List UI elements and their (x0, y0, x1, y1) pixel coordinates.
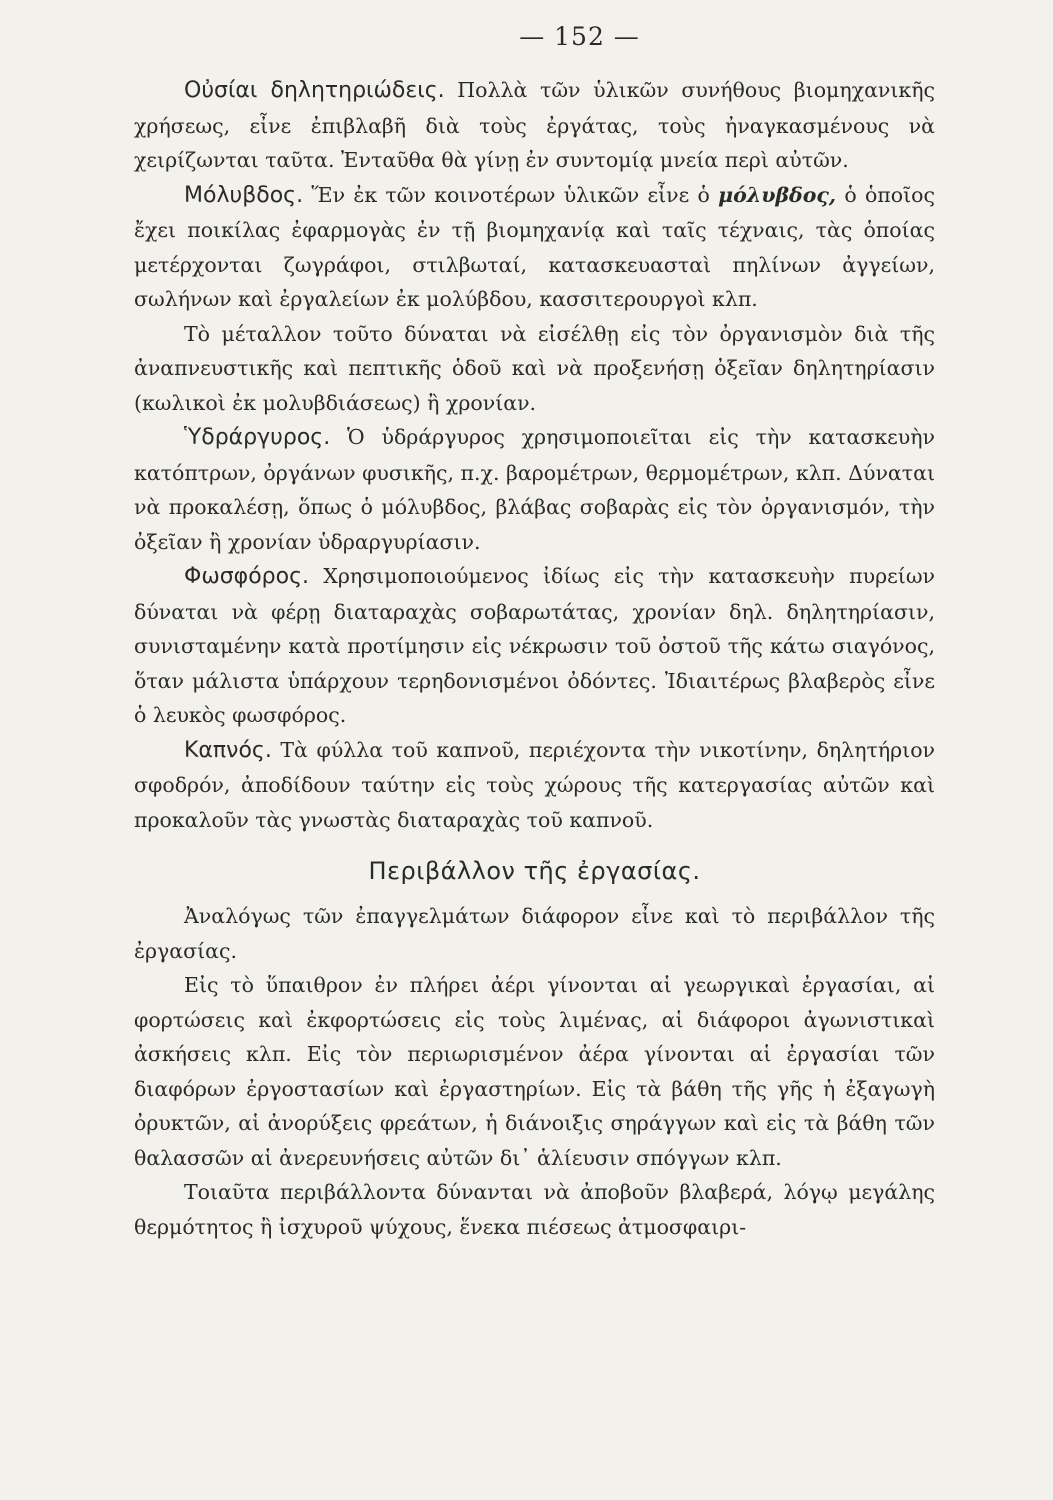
paragraph-environment-harm: Τοιαῦτα περιβάλλοντα δύνανται νὰ ἀποβοῦν βλαβερά, λόγῳ μεγάλης θερμότητος ἢ ἰσχυροῦ ψύχους, ἕνεκα πιέσεως ἀτμοσφαιρι- (134, 1180, 935, 1239)
heading-tobacco: Καπνός. (184, 737, 272, 763)
paragraph-tobacco (134, 733, 935, 838)
heading-lead: Μόλυβδος. (184, 182, 304, 208)
paragraph-phosphorus (134, 559, 935, 733)
text-lead-effects: Τὸ μέταλλον τοῦτο δύναται νὰ εἰσέλθῃ εἰς τὸν ὀργανισμὸν διὰ τῆς ἀναπνευστικῆς καὶ πεπτικῆς ὁδοῦ καὶ νὰ προξενήσῃ ὀξεῖαν δηλητηρίασιν (κωλικοὶ ἐκ μολυβδιάσεως) ἢ χρονίαν. (134, 321, 935, 415)
paragraph-lead (134, 178, 935, 317)
text-mercury: Ὁ ὑδράργυρος χρησιμοποιεῖται εἰς τὴν κατασκευὴν κατόπτρων, ὀργάνων φυσικῆς, π.χ. βαρομέτρων, θερμομέτρων, κλπ. Δύναται νὰ προκαλέσῃ, ὅπως ὁ μόλυβδος, βλάβας σοβαρὰς εἰς τὸν ὀργανισμόν, τὴν ὀξεῖαν ἢ χρονίαν ὑδραργυρίασιν. (134, 425, 935, 554)
heading-phosphorus: Φωσφόρος. (184, 564, 309, 589)
paragraph-lead-effects (134, 317, 935, 421)
text-tobacco: Τὰ φύλλα τοῦ καπνοῦ, περιέχοντα τὴν νικοτίνην, δηλητήριον σφοδρόν, ἀποδίδουν ταύτην εἰς τοὺς χώρους τῆς κατεργασίας αὐτῶν καὶ προκαλοῦν τὰς γνωστὰς διαταραχὰς τοῦ καπνοῦ. (134, 737, 935, 832)
text-lead-b: ὁ ὁποῖος ἔχει ποικίλας ἐφαρμογὰς ἐν τῇ βιομηχανίᾳ καὶ ταῖς τέχναις, τὰς ὁποίας μετέρχονται ζωγράφοι, στιλβωταί, κατασκευασταὶ πηλίνων ἀγγείων, σωλήνων καὶ ἐργαλείων ἐκ μολύβδου, κασσιτερουργοὶ κλπ. (134, 182, 935, 311)
term-lead: μόλυβδος, (718, 182, 837, 207)
text-phosphorus: Χρησιμοποιούμενος ἰδίως εἰς τὴν κατασκευὴν πυρείων δύναται νὰ φέρῃ διαταραχὰς σοβαρωτάτας, χρονίαν δηλ. δηλητηρίασιν, συνισταμένην κατὰ προτίμησιν εἰς νέκρωσιν τοῦ ὀστοῦ τῆς κάτω σιαγόνος, ὅταν μάλιστα ὑπάρχουν τερηδονισμένοι ὀδόντες. Ἰδιαιτέρως βλαβερὸς εἶνε ὁ λευκὸς φωσφόρος. (134, 564, 935, 727)
paragraph-environment-types: Εἰς τὸ ὕπαιθρον ἐν πλήρει ἀέρι γίνονται αἱ γεωργικαὶ ἐργασίαι, αἱ φορτώσεις καὶ ἐκφορτώσεις εἰς τοὺς λιμένας, αἱ διάφοροι ἀγωνιστικαὶ ἀσκήσεις κλπ. Εἰς τὸν περιωρισμένον ἀέρα γίνονται αἱ ἐργασίαι τῶν διαφόρων ἐργοστασίων καὶ ἐργαστηρίων. Εἰς τὰ βάθη τῆς γῆς ἡ ἐξαγωγὴ ὀρυκτῶν, αἱ ἀνορύξεις φρεάτων, ἡ διάνοιξις σηράγγων καὶ εἰς τὰ βάθη τῶν θαλασσῶν αἱ ἀνερευνήσεις αὐτῶν δι᾽ ἁλίευσιν σπόγγων κλπ. (134, 973, 935, 1170)
paragraph-environment-intro: Ἀναλόγως τῶν ἐπαγγελμάτων διάφορον εἶνε καὶ τὸ περιβάλλον τῆς ἐργασίας. (134, 904, 935, 963)
heading-mercury: Ὑδράργυρος. (184, 425, 331, 450)
heading-toxic-substances: Οὐσίαι δηλητηριώδεις. (184, 78, 445, 103)
text-lead-a: Ἕν ἐκ τῶν κοινοτέρων ὑλικῶν εἶνε ὁ (303, 182, 719, 207)
section-heading-work-environment: Περιβάλλον τῆς ἐργασίας. (368, 857, 701, 885)
paragraph-mercury (134, 420, 935, 559)
paragraph-toxic-substances (134, 73, 935, 178)
page-number: — 152 — (519, 22, 640, 51)
text-toxic-substances: Πολλὰ τῶν ὑλικῶν συνήθους βιομηχανικῆς χρήσεως, εἶνε ἐπιβλαβῆ διὰ τοὺς ἐργάτας, τοὺς ἠναγκασμένους νὰ χειρίζωνται ταῦτα. Ἐνταῦθα θὰ γίνῃ ἐν συντομίᾳ μνεία περὶ αὐτῶν. (134, 78, 935, 172)
